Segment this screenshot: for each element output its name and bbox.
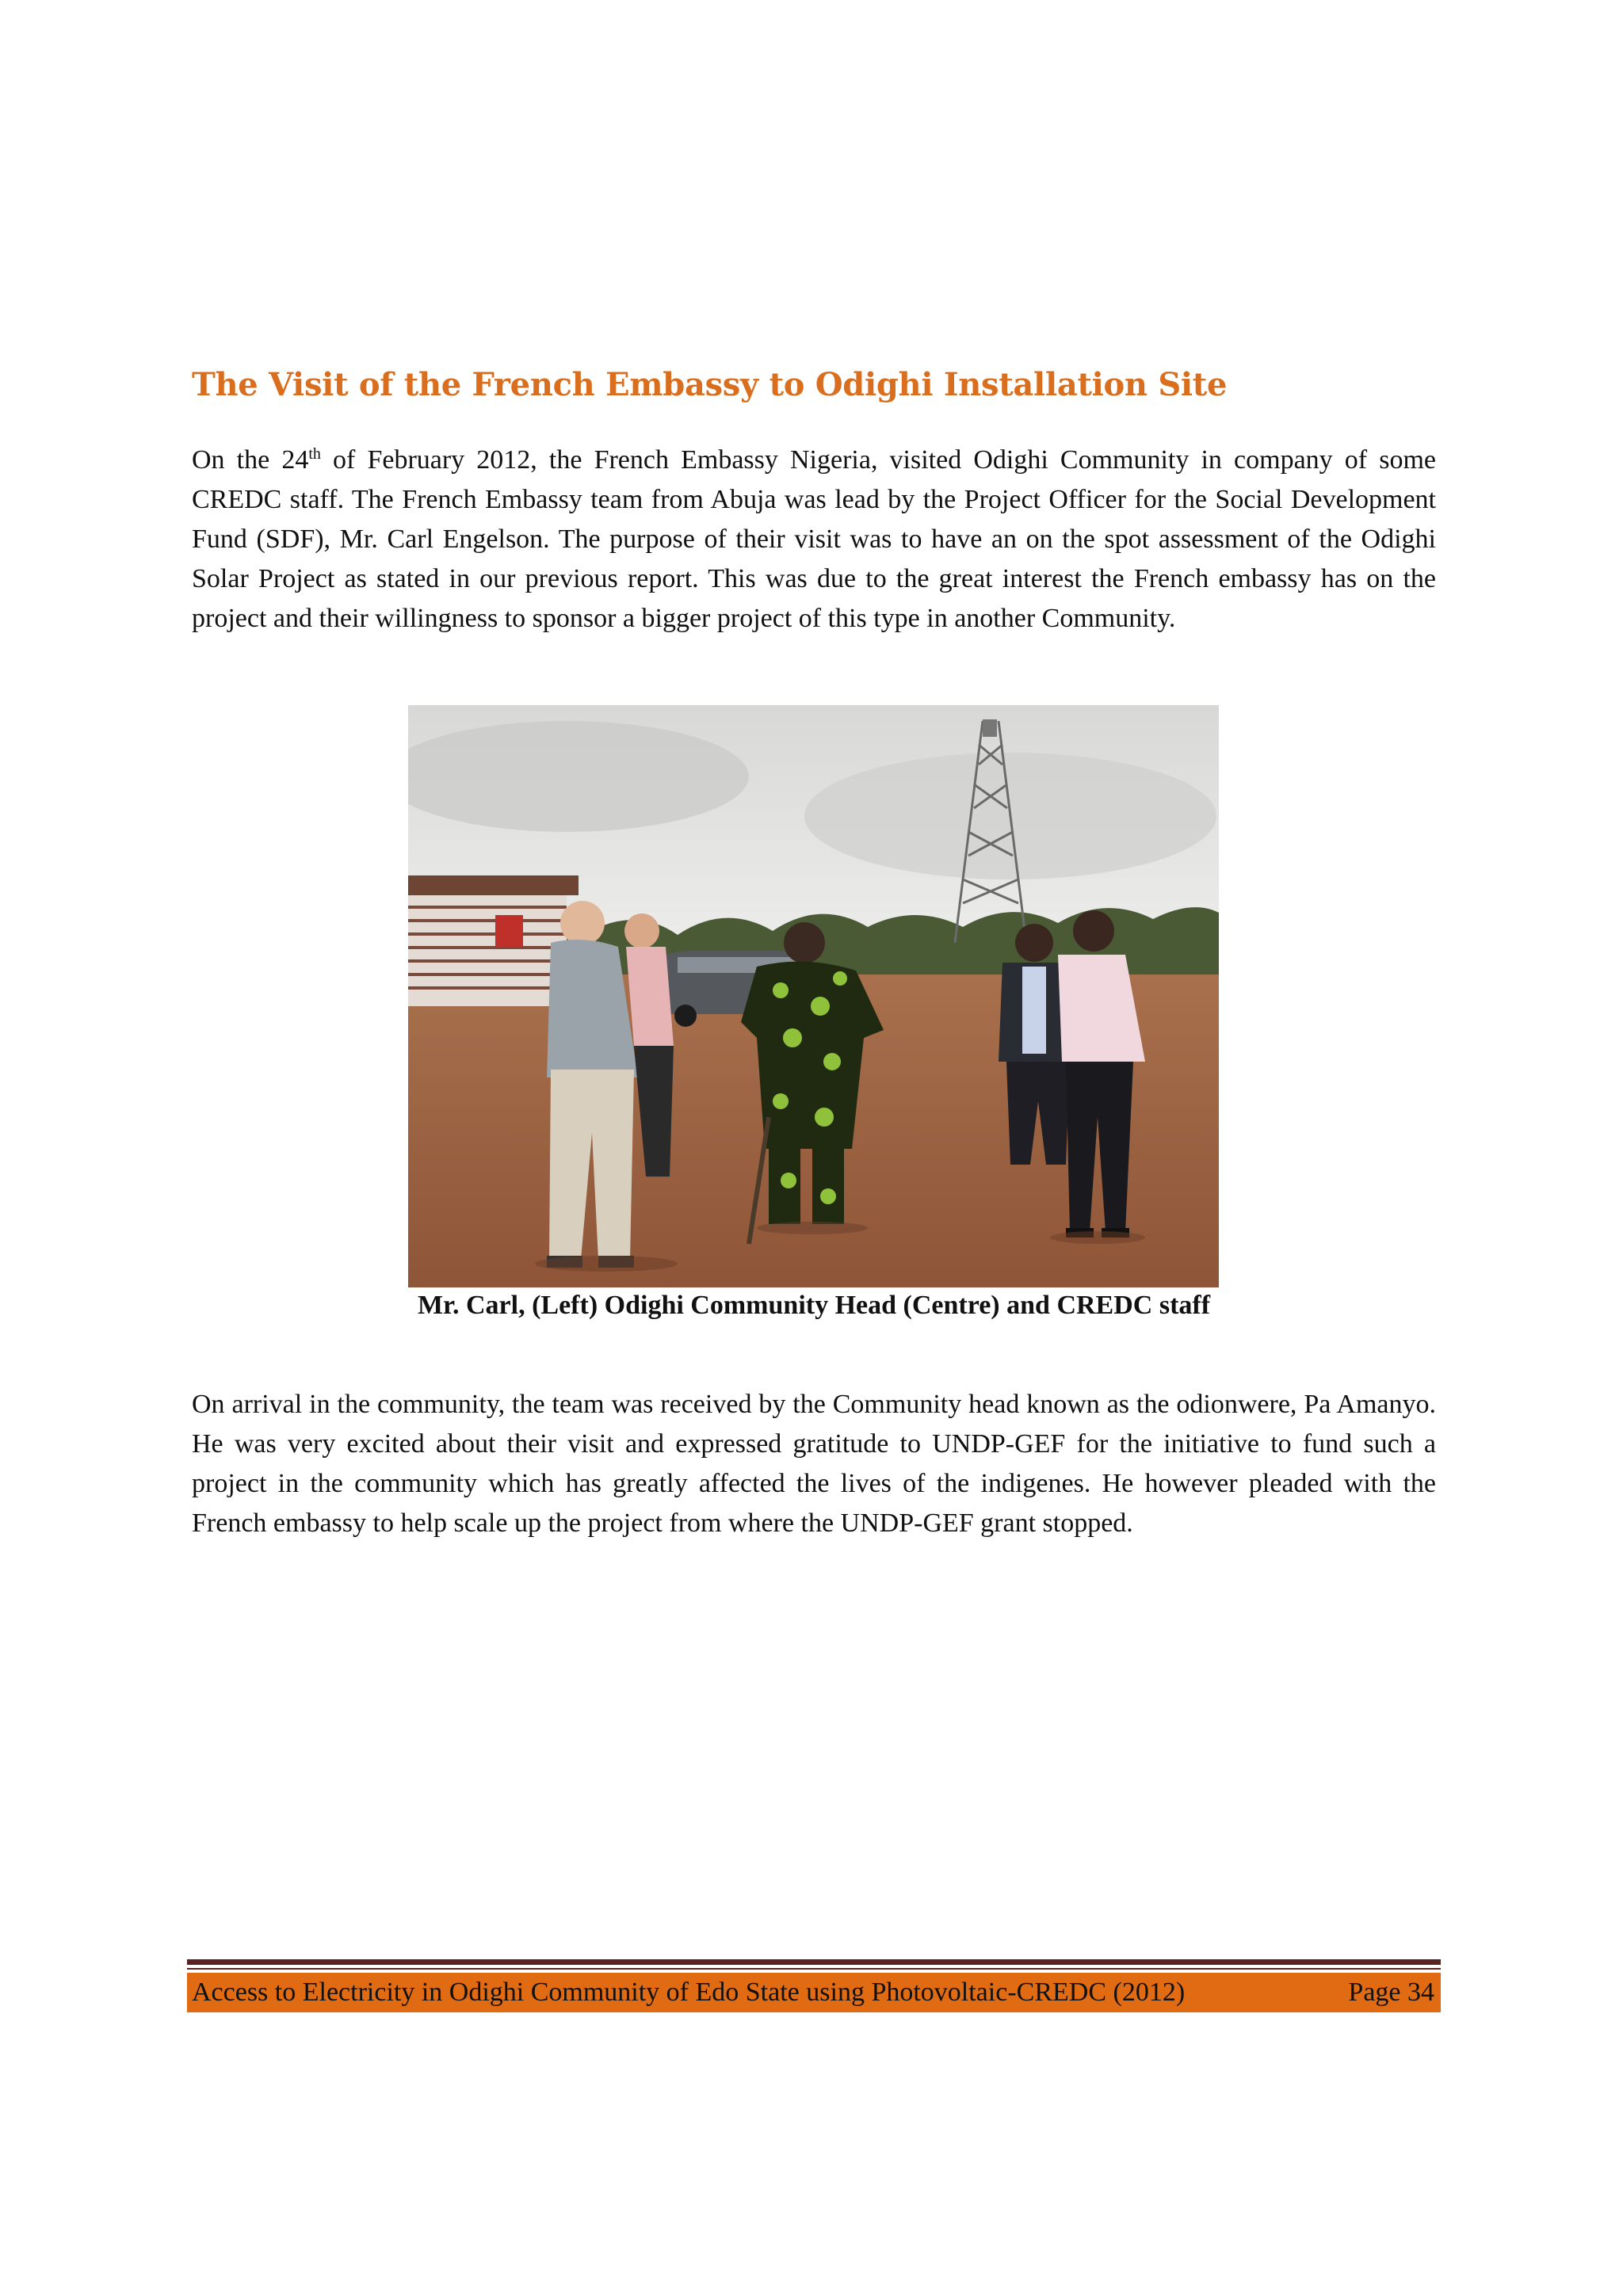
intro-paragraph [192, 441, 1436, 639]
footer-title: Access to Electricity in Odighi Community of Edo State using Photovoltaic-CREDC (2012) [192, 1978, 1186, 2007]
intro-paragraph-prefix: On the 24 [192, 445, 309, 475]
intro-paragraph-rest: of February 2012, the French Embassy Nigeria, visited Odighi Community in company of some CREDC staff. The French Embassy team from Abuja was lead by the Project Officer for the Social Development Fund (SDF), Mr. Carl Engelson. The purpose of their visit was to have an on the spot assessment of the Odighi Solar Project as stated in our previous report. This was due to the great interest the French embassy has on the project and their willingness to sponsor a bigger project of this type in another Community. [192, 445, 1436, 633]
arrival-paragraph: On arrival in the community, the team was received by the Community head known as the odionwere, Pa Amanyo. He was very excited about their visit and expressed gratitude to UNDP-GEF for the initiative to fund such a project in the community which has greatly affected the lives of the indigenes. He however pleaded with the French embassy to help scale up the project from where the UNDP-GEF grant stopped. [192, 1390, 1436, 1538]
community-visit-photo [408, 705, 1219, 1287]
ordinal-superscript: th [308, 445, 321, 463]
page-number: Page 34 [1348, 1978, 1434, 2007]
footer-rule-thin [187, 1968, 1441, 1970]
section-heading: The Visit of the French Embassy to Odighi Installation Site [192, 366, 1228, 403]
photo-caption: Mr. Carl, (Left) Odighi Community Head (Centre) and CREDC staff [417, 1291, 1211, 1320]
page-footer [187, 1973, 1441, 2012]
footer-rule [187, 1959, 1441, 1965]
